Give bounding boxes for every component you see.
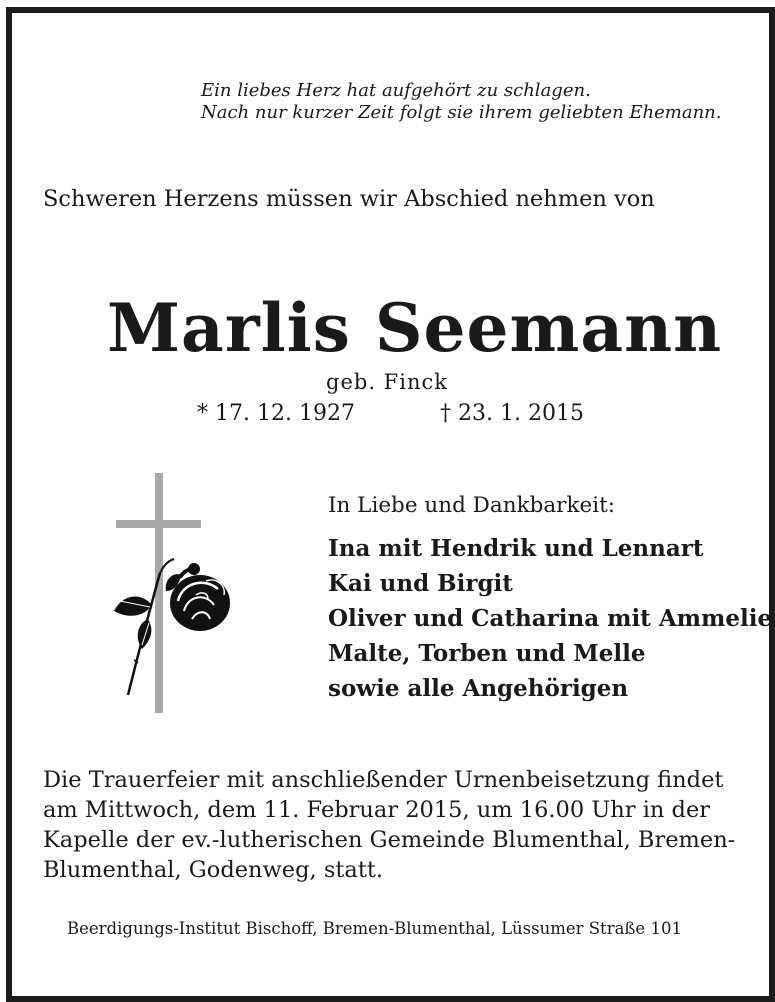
rose-icon xyxy=(114,559,230,695)
obituary-frame xyxy=(6,7,775,1002)
cross-with-rose xyxy=(108,473,238,723)
intro-text: Schweren Herzens müssen wir Abschied nehmen von xyxy=(43,186,655,212)
maiden-name: geb. Finck xyxy=(326,370,448,394)
quote-line-1: Ein liebes Herz hat aufgehört zu schlagen. xyxy=(201,80,591,101)
quote-line-2: Nach nur kurzer Zeit folgt sie ihrem geliebten Ehemann. xyxy=(201,102,722,123)
mourner-line: Kai und Birgit xyxy=(328,570,513,597)
mourners-heading: In Liebe und Dankbarkeit: xyxy=(328,493,615,518)
mourner-line: Ina mit Hendrik und Lennart xyxy=(328,535,704,562)
service-line: Die Trauerfeier mit anschließender Urnenbeisetzung findet xyxy=(43,767,724,793)
birth-date: * 17. 12. 1927 xyxy=(197,401,355,426)
service-line: Blumenthal, Godenweg, statt. xyxy=(43,857,384,883)
death-date: † 23. 1. 2015 xyxy=(440,401,584,426)
mourner-line: Oliver und Catharina mit Ammelie xyxy=(328,605,773,632)
deceased-name: Marlis Seemann xyxy=(107,289,723,367)
mourner-line: Malte, Torben und Melle xyxy=(328,640,646,667)
mourner-line: sowie alle Angehörigen xyxy=(328,675,629,702)
service-line: am Mittwoch, dem 11. Februar 2015, um 16.00 Uhr in der xyxy=(43,797,711,823)
undertaker-info: Beerdigungs-Institut Bischoff, Bremen-Blumenthal, Lüssumer Straße 101 xyxy=(67,919,682,938)
service-line: Kapelle der ev.-lutherischen Gemeinde Blumenthal, Bremen- xyxy=(43,827,736,853)
